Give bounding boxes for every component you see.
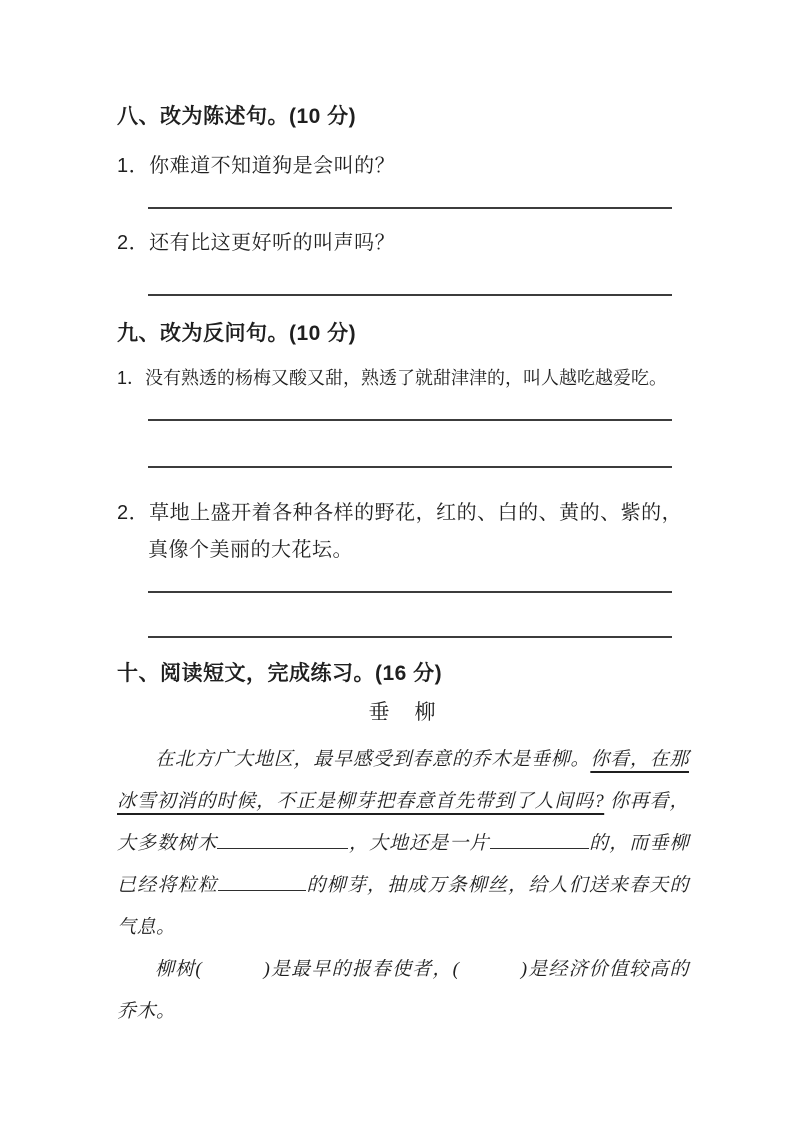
- question-9-1: 1．没有熟透的杨梅又酸又甜，熟透了就甜津津的，叫人越吃越爱吃。: [117, 368, 668, 388]
- question-9-2: 2．草地上盛开着各种各样的野花，红的、白的、黄的、紫的，真像个美丽的大花坛。: [117, 502, 683, 561]
- passage-text: 在北方广大地区，最早感受到春意的乔木是垂柳。: [155, 749, 591, 770]
- passage-paragraph-2: [117, 949, 689, 1033]
- passage-underlined-sentence: 你看，在那冰雪初消的时候，不正是柳芽把春意首先带到了人间吗?: [117, 749, 689, 812]
- answer-line: [148, 636, 672, 638]
- answer-line: [148, 591, 672, 593]
- section-8-heading: 八、改为陈述句。(10 分): [117, 105, 357, 128]
- question-8-2: 2．还有比这更好听的叫声吗？: [117, 232, 396, 254]
- answer-line: [148, 294, 672, 296]
- passage-text: 的，而垂柳已经将粒粒: [117, 833, 689, 896]
- passage-title: 垂 柳: [368, 701, 438, 724]
- section-10-heading: 十、阅读短文，完成练习。(16 分): [117, 662, 443, 685]
- passage-text: 的柳芽，抽成万条柳丝，给人们送来春天的气息。: [117, 875, 689, 938]
- question-8-1: 1．你难道不知道狗是会叫的？: [117, 155, 396, 177]
- fill-in-blank: [218, 873, 306, 891]
- passage-paragraph-1: [117, 739, 689, 949]
- section-9-heading: 九、改为反问句。(10 分): [117, 322, 357, 345]
- passage-text: ，大地还是一片: [348, 833, 490, 854]
- passage-text: 你再看，大多数树木: [117, 791, 689, 854]
- fill-in-blank: [217, 831, 348, 849]
- passage-text-with-paren-blanks: 柳树( )是最早的报春使者，( )是经济价值较高的乔木。: [117, 959, 689, 1022]
- answer-line: [148, 419, 672, 421]
- answer-line: [148, 207, 672, 209]
- answer-line: [148, 466, 672, 468]
- fill-in-blank: [490, 831, 589, 849]
